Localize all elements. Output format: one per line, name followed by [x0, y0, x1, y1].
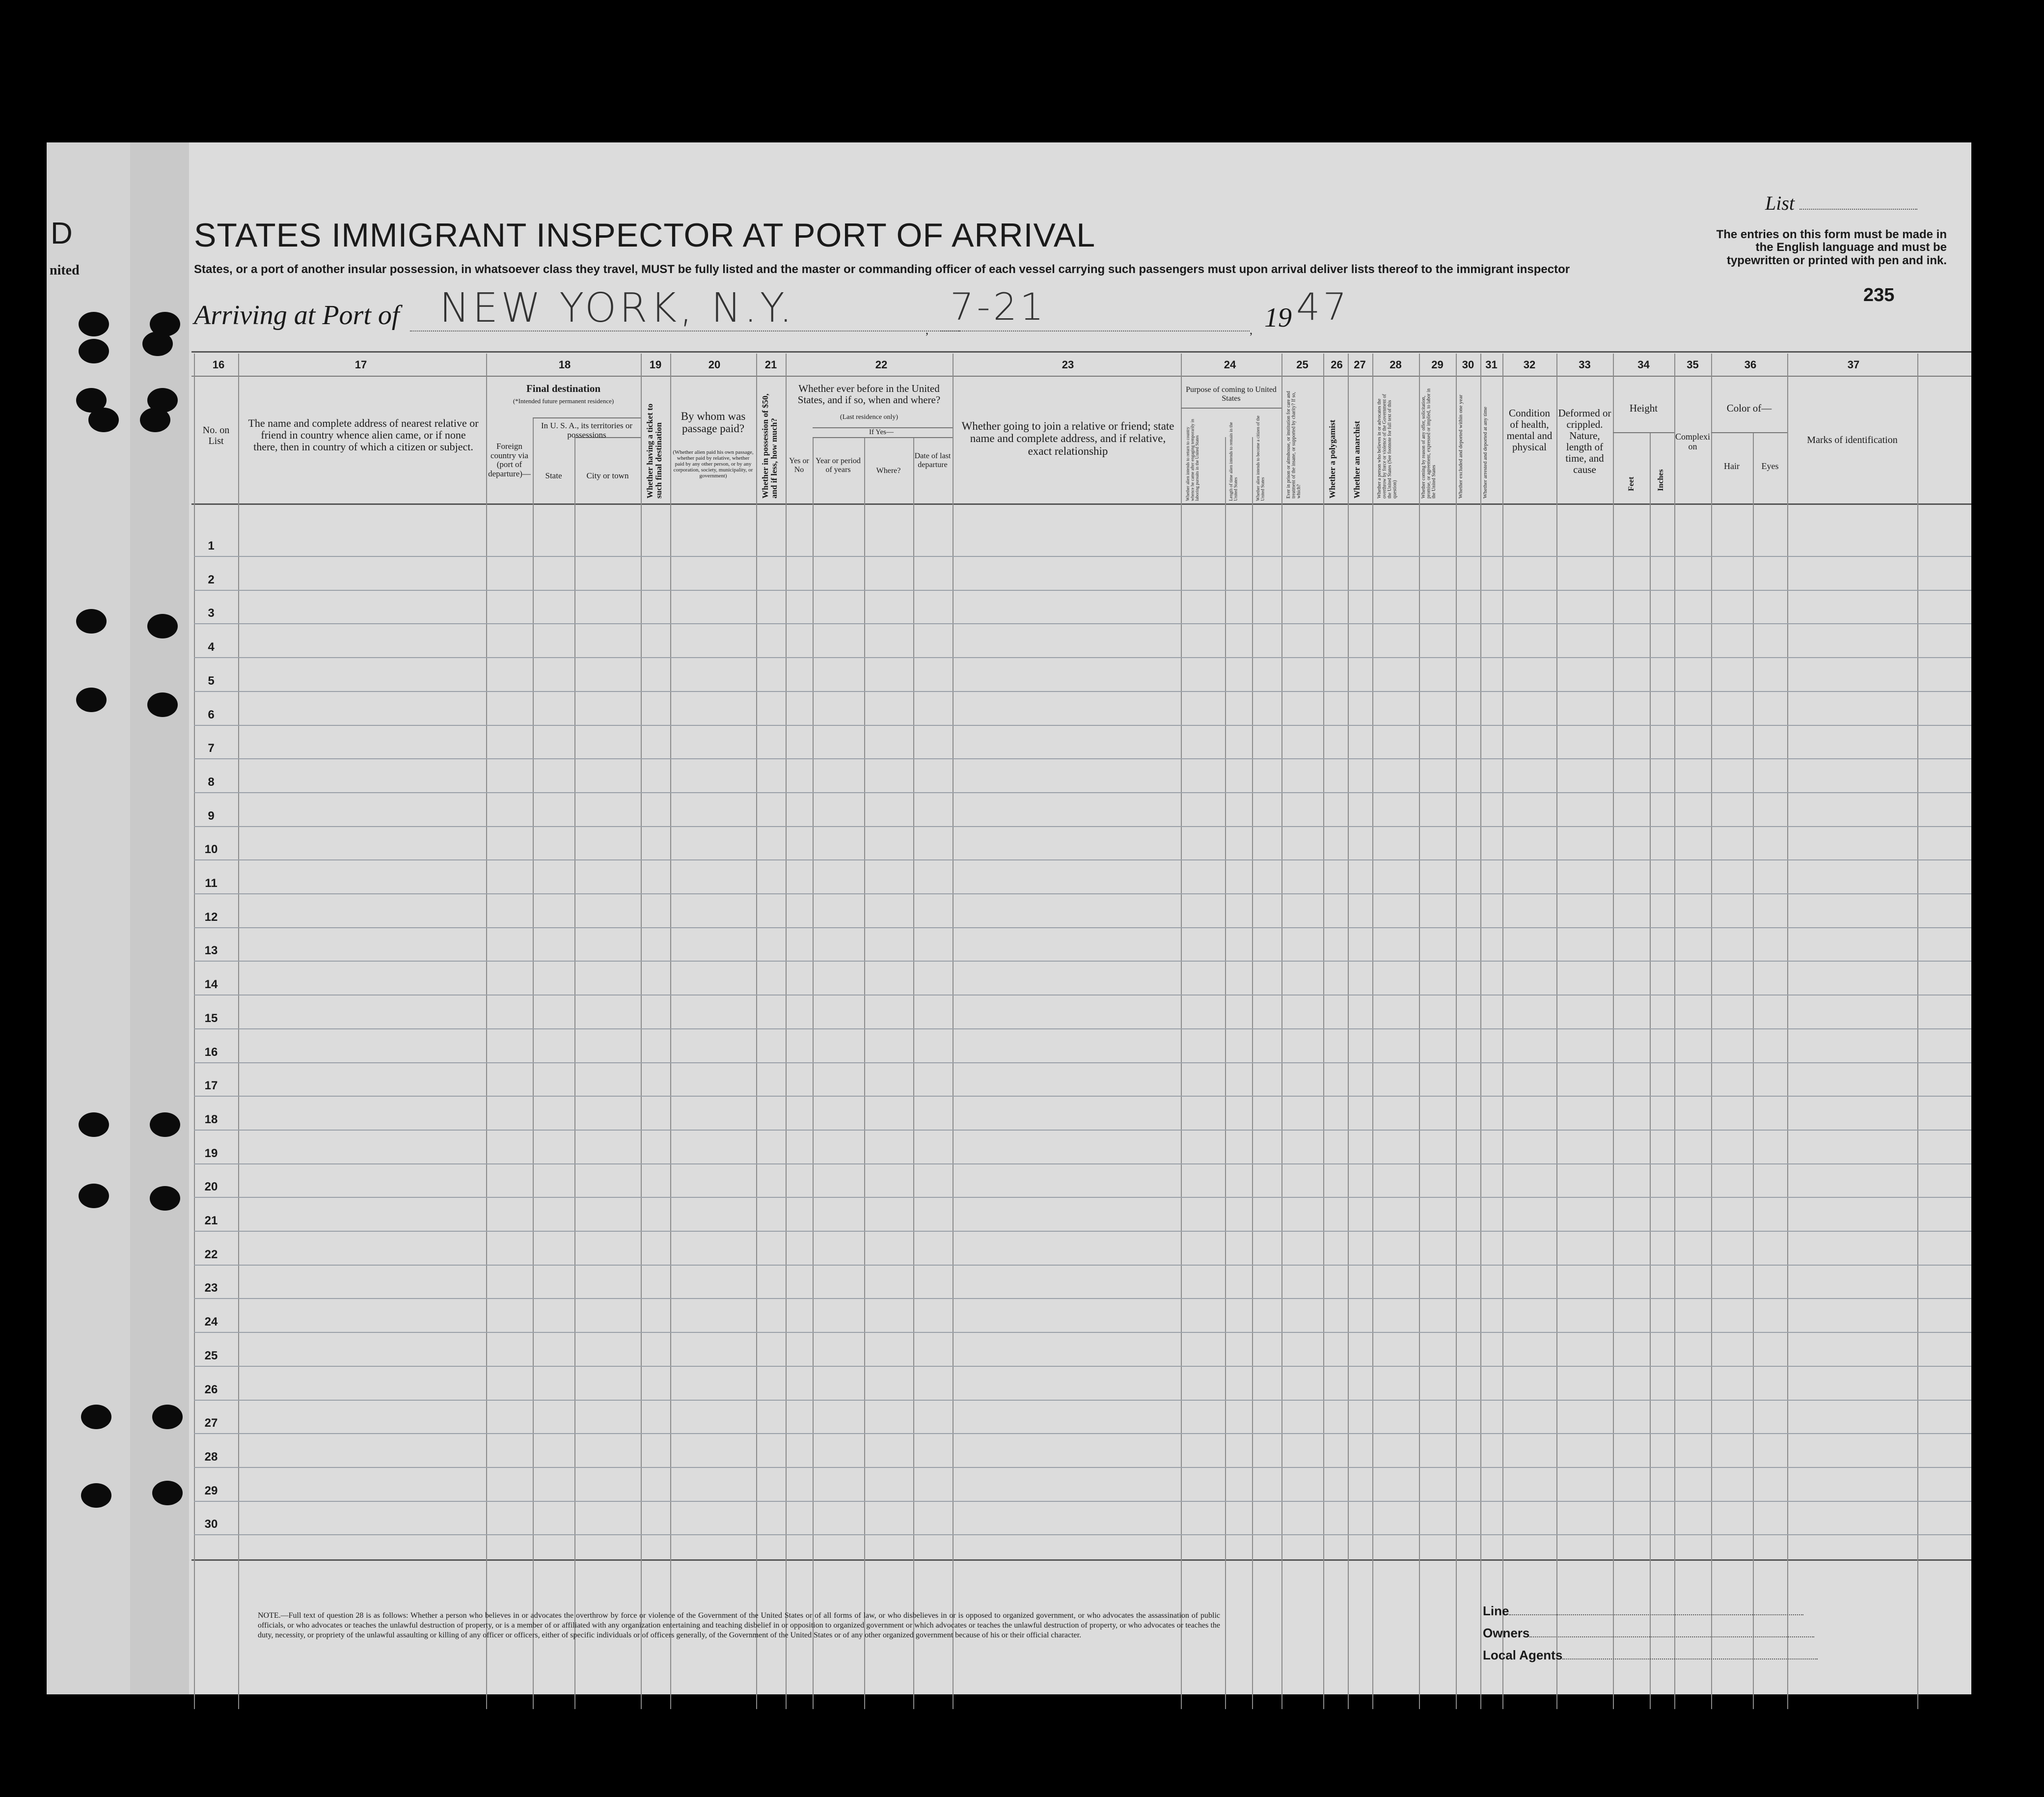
- column-line: [1613, 354, 1614, 1709]
- row-number: 20: [204, 1180, 218, 1194]
- row-number: 21: [204, 1214, 218, 1227]
- row-number: 8: [208, 775, 215, 789]
- header-polygamist: Whether a polygamist: [1328, 419, 1337, 498]
- column-number: 22: [875, 359, 888, 371]
- header-state: State: [545, 471, 562, 480]
- header-city: City or town: [586, 471, 629, 480]
- header-ever-before: Whether ever before in the United States, and if so, when and where?: [797, 383, 941, 406]
- column-number: 28: [1390, 359, 1402, 371]
- header-feet: Feet: [1627, 476, 1635, 491]
- punch-hole: [79, 1112, 109, 1137]
- punch-hole: [88, 408, 119, 432]
- page-number: 235: [1863, 285, 1895, 305]
- subheader-rule: [813, 437, 953, 438]
- header-relative-address: The name and complete address of nearest relative or friend in country whence alien came, or if none there, then in country of which a citizen or subject.: [248, 417, 479, 453]
- form-title: STATES IMMIGRANT INSPECTOR AT PORT OF ARRIVAL: [194, 217, 1096, 254]
- header-final-destination: Final destination: [526, 383, 601, 394]
- subheader-rule: [1181, 408, 1281, 409]
- header-overthrow: Whether a person who believes in or advocates the overthrow by force or violence of the Government of the United States (See footnote for full text of this question): [1377, 394, 1398, 498]
- row-rule: [194, 1400, 1971, 1401]
- header-health: Condition of health, mental and physical: [1506, 407, 1553, 453]
- row-number: 19: [204, 1146, 218, 1160]
- row-rule: [194, 1332, 1971, 1333]
- line-label: Line: [1483, 1603, 1509, 1618]
- table-top-border: [191, 351, 1971, 353]
- header-last-residence: (Last residence only): [840, 414, 899, 421]
- row-number: 11: [205, 877, 218, 890]
- row-rule: [194, 623, 1971, 624]
- column-number: 21: [764, 359, 777, 371]
- row-rule: [194, 1467, 1971, 1468]
- row-number: 12: [204, 910, 218, 924]
- column-line: [1419, 354, 1420, 1709]
- local-agents-field: [1483, 1648, 1818, 1663]
- row-number: 14: [204, 978, 218, 992]
- row-number: 29: [204, 1484, 218, 1497]
- owners-blank: [1529, 1627, 1814, 1637]
- row-rule: [194, 1197, 1971, 1198]
- row-rule: [194, 556, 1971, 557]
- left-fragment-text: nited: [50, 263, 80, 278]
- header-ticket: Whether having a ticket to such final destination: [645, 403, 663, 498]
- column-line: [813, 437, 814, 1709]
- page-fold: [130, 142, 189, 1694]
- row-rule: [194, 792, 1971, 793]
- row-rule: [194, 1062, 1971, 1063]
- row-number: 3: [208, 607, 215, 620]
- column-line: [864, 437, 865, 1709]
- row-rule: [194, 590, 1971, 591]
- punch-hole: [150, 1186, 180, 1211]
- row-rule: [194, 691, 1971, 692]
- column-number: 34: [1637, 359, 1650, 371]
- column-number: 19: [649, 359, 662, 371]
- header-foreign-country: Foreign country via (port of departure)—: [488, 442, 531, 479]
- row-rule: [194, 657, 1971, 658]
- local-agents-blank: [1562, 1649, 1818, 1659]
- column-number: 23: [1062, 359, 1074, 371]
- row-number: 27: [204, 1416, 218, 1430]
- year-handwritten: 47: [1296, 285, 1350, 329]
- header-inches: Inches: [1657, 469, 1665, 491]
- table-bottom-border: [191, 1559, 1971, 1561]
- owners-field: [1483, 1626, 1814, 1641]
- column-line: [1225, 437, 1226, 1709]
- punch-hole: [79, 339, 109, 363]
- header-labor-offer: Whether coming by reason of any offer, solicitation, promise, or agreement, expressed or implied, to labor in the United States: [1421, 388, 1437, 498]
- row-number: 13: [204, 944, 218, 958]
- year-printed: 19: [1264, 303, 1292, 333]
- row-rule: [194, 1265, 1971, 1266]
- column-line: [1556, 354, 1557, 1709]
- row-rule: [194, 1231, 1971, 1232]
- header-eyes: Eyes: [1761, 461, 1779, 471]
- column-number: 35: [1687, 359, 1699, 371]
- column-number: 32: [1523, 359, 1536, 371]
- date-comma: ,: [1250, 324, 1253, 337]
- column-line: [1502, 354, 1503, 1709]
- header-hair: Hair: [1724, 461, 1740, 471]
- row-number: 5: [208, 674, 215, 688]
- punch-hole: [147, 614, 178, 638]
- header-arrested: Whether arrested and deported at any time: [1482, 407, 1488, 498]
- row-rule: [194, 961, 1971, 962]
- port-comma: ,: [926, 324, 928, 337]
- column-line: [194, 354, 195, 1709]
- row-number: 1: [208, 539, 215, 553]
- row-rule: [194, 1298, 1971, 1299]
- row-number: 23: [204, 1281, 218, 1295]
- row-rule: [194, 1130, 1971, 1131]
- column-line: [756, 354, 757, 1709]
- column-line: [574, 437, 575, 1709]
- row-rule: [194, 826, 1971, 827]
- column-line: [1372, 354, 1373, 1709]
- header-complexion: Complexion: [1675, 432, 1710, 451]
- row-rule: [194, 1096, 1971, 1097]
- header-purpose: Purpose of coming to United States: [1186, 386, 1277, 403]
- header-anarchist: Whether an anarchist: [1352, 420, 1362, 498]
- header-no-on-list: No. on List: [202, 425, 230, 446]
- manifest-sheet: [47, 142, 1971, 1694]
- subheader-rule: [1711, 432, 1787, 433]
- row-number: 18: [204, 1112, 218, 1126]
- row-number: 16: [204, 1045, 218, 1059]
- header-excluded: Whether excluded and deported within one year: [1458, 394, 1464, 498]
- column-line: [913, 437, 914, 1709]
- punch-hole: [150, 1112, 180, 1137]
- column-number: 18: [558, 359, 571, 371]
- column-line: [670, 354, 671, 1709]
- punch-hole: [152, 1405, 183, 1429]
- row-number: 28: [204, 1450, 218, 1464]
- date-handwritten: 7-21: [950, 285, 1047, 329]
- column-line: [1323, 354, 1324, 1709]
- column-number: 16: [212, 359, 225, 371]
- row-rule: [194, 1366, 1971, 1367]
- column-line: [1181, 354, 1182, 1709]
- left-fragment-heading: D: [51, 217, 73, 250]
- column-line: [1456, 354, 1457, 1709]
- row-number: 4: [208, 640, 215, 654]
- header-passage-note: (Whether alien paid his own passage, whether paid by relative, whether paid by any other person, or by any corporation, society, municipality, or government): [673, 449, 754, 479]
- column-line: [1348, 354, 1349, 1709]
- header-where: Where?: [876, 467, 901, 475]
- list-label-text: List: [1765, 192, 1795, 214]
- row-number: 22: [204, 1247, 218, 1261]
- header-purpose-citizen: Whether alien intends to become a citizen of the United States: [1255, 415, 1265, 501]
- punch-hole: [76, 609, 107, 634]
- punch-hole: [76, 688, 107, 712]
- punch-hole: [81, 1405, 111, 1429]
- punch-hole: [140, 408, 170, 432]
- punch-hole: [81, 1483, 111, 1508]
- row-rule: [194, 1028, 1971, 1029]
- row-rule: [194, 927, 1971, 928]
- column-number: 25: [1296, 359, 1308, 371]
- list-label: [1765, 192, 1917, 215]
- subheader-rule: [533, 417, 641, 418]
- punch-hole: [79, 312, 109, 336]
- row-rule: [194, 859, 1971, 860]
- row-rule: [194, 1501, 1971, 1502]
- column-number: 20: [708, 359, 721, 371]
- form-subtitle: States, or a port of another insular possession, in whatsoever class they travel, MUST be fully listed and the master or commanding officer of each vessel carrying such passengers must upon arrival deliver lists thereof to the immigrant inspector: [194, 263, 1570, 276]
- column-line: [486, 354, 487, 1709]
- column-number: 29: [1431, 359, 1444, 371]
- row-number: 7: [208, 742, 215, 755]
- date-blank: [940, 331, 1250, 332]
- header-color-of: Color of—: [1726, 402, 1772, 414]
- header-date-departure: Date of last departure: [914, 452, 951, 469]
- row-number: 24: [204, 1315, 218, 1329]
- column-line: [786, 354, 787, 1709]
- column-number: 27: [1354, 359, 1366, 371]
- header-fifty-dollars: Whether in possession of $50, and if less, how much?: [761, 393, 779, 498]
- subheader-rule: [1613, 432, 1674, 433]
- header-join-relative: Whether going to join a relative or friend; state name and complete address, and if relative, exact relationship: [961, 420, 1174, 457]
- header-purpose-return: Whether alien intends to return to country whence he came after engaging temporarily in laboring pursuits in the United States: [1185, 419, 1199, 501]
- row-rule: [194, 1163, 1971, 1164]
- port-handwritten: NEW YORK, N.Y.: [439, 285, 795, 332]
- form-notice: The entries on this form must be made in the English language and must be typewritten or printed with pen and ink.: [1716, 228, 1947, 267]
- row-number: 10: [204, 843, 218, 857]
- punch-hole: [79, 1184, 109, 1208]
- header-year-period: Year or period of years: [816, 457, 861, 474]
- row-number: 9: [208, 809, 215, 823]
- header-marks-identification: Marks of identification: [1807, 435, 1898, 445]
- row-number: 17: [204, 1079, 218, 1093]
- row-number: 15: [204, 1011, 218, 1025]
- header-purpose-length: Length of time alien intends to remain in the United States: [1228, 422, 1238, 501]
- colnum-rule: [191, 376, 1971, 377]
- column-number: 33: [1579, 359, 1591, 371]
- column-line: [953, 354, 954, 1709]
- column-line: [533, 417, 534, 1709]
- column-number: 30: [1462, 359, 1474, 371]
- row-number: 26: [204, 1382, 218, 1396]
- footnote-question-28: NOTE.—Full text of question 28 is as follows: Whether a person who believes in or advocates the overthrow by force or violence of the Government of the United States or of all forms of law, or who disbelieves in or is opposed to organized government, or who advocates the assassination of public officials, or who advocates or teaches the unlawful destruction of property, or is a member of or affiliated with any organization entertaining and teaching disbelief in or opposition to organized government or which advocates or teaches the unlawful destruction of property, or who advocates or teaches the duty, necessity, or propriety of the unlawful assaulting or killing of any officer or officers, either of specific individuals or of officers generally, of the Government of the United States or of any other organized government because of his or their official character.: [258, 1611, 1220, 1639]
- header-height: Height: [1629, 402, 1658, 414]
- header-final-destination-note: (*Intended future permanent residence): [513, 397, 614, 405]
- column-line: [238, 354, 239, 1709]
- column-line: [1480, 354, 1481, 1709]
- row-rule: [194, 1534, 1971, 1535]
- row-rule: [194, 1433, 1971, 1434]
- header-passage-paid: By whom was passage paid?: [681, 410, 746, 435]
- line-field: [1483, 1603, 1803, 1619]
- row-number: 25: [204, 1349, 218, 1362]
- column-number: 24: [1224, 359, 1236, 371]
- local-agents-label: Local Agents: [1483, 1648, 1563, 1662]
- row-number: 6: [208, 708, 215, 721]
- column-line: [641, 354, 642, 1709]
- punch-hole: [152, 1481, 183, 1505]
- header-prison: Ever in prison or almshouse, or institution for care and treatment of the insane, or supported by charity? If so, which?: [1286, 391, 1302, 498]
- header-bottom-border: [191, 503, 1971, 505]
- arriving-label: Arriving at Port of: [194, 300, 400, 331]
- column-number: 31: [1485, 359, 1498, 371]
- list-blank: [1799, 199, 1917, 210]
- row-rule: [194, 725, 1971, 726]
- header-yes-no: Yes or No: [789, 457, 809, 474]
- punch-hole: [142, 332, 173, 356]
- column-line: [1917, 354, 1918, 1709]
- punch-hole: [147, 692, 178, 717]
- column-number: 37: [1847, 359, 1860, 371]
- column-line: [1711, 354, 1712, 1709]
- column-line: [1787, 354, 1788, 1709]
- column-number: 36: [1744, 359, 1757, 371]
- column-line: [1281, 354, 1282, 1709]
- row-number: 2: [208, 573, 215, 586]
- column-line: [1674, 354, 1675, 1709]
- column-number: 17: [354, 359, 367, 371]
- row-number: 30: [204, 1518, 218, 1531]
- row-rule: [194, 893, 1971, 894]
- header-in-usa: In U. S. A., its territories or possessions: [541, 421, 633, 440]
- header-deformed: Deformed or crippled. Nature, length of time, and cause: [1558, 407, 1611, 476]
- owners-label: Owners: [1483, 1626, 1530, 1640]
- row-rule: [194, 758, 1971, 759]
- column-line: [1252, 437, 1253, 1709]
- header-if-yes: If Yes—: [869, 428, 894, 436]
- column-number: 26: [1331, 359, 1343, 371]
- line-blank: [1509, 1604, 1803, 1615]
